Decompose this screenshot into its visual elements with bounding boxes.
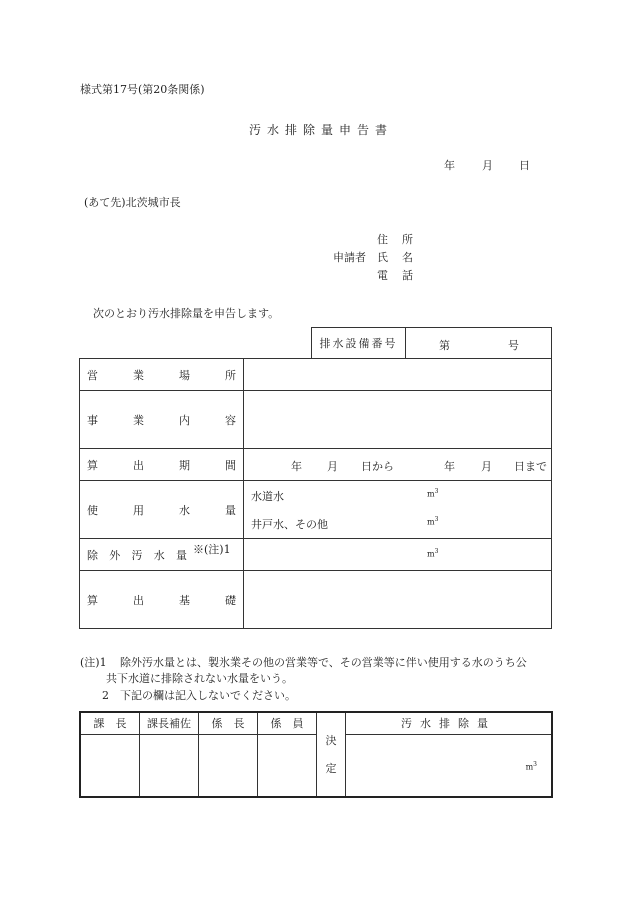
date-day: 日: [519, 159, 530, 172]
note-2: 2 下記の欄は記入しないでください。: [102, 689, 296, 702]
period-label: 算 出 期 間: [87, 458, 236, 472]
table-row: [80, 734, 552, 797]
table-row: [80, 539, 552, 571]
drain-number-prefix: 第: [439, 339, 450, 352]
period-to-day: 日まで: [514, 460, 547, 473]
well-other-unit: $m^3$: [427, 516, 439, 527]
note-1-line-2: 共下水道に排除されない水量をいう。: [106, 672, 293, 685]
office-stamp-chief[interactable]: [80, 734, 140, 797]
drain-number-label: 排水設備番号: [312, 328, 406, 359]
usage-value[interactable]: [244, 481, 552, 539]
office-stamp-deputy[interactable]: [140, 734, 199, 797]
place-value[interactable]: [244, 359, 552, 391]
period-from-day: 日から: [361, 460, 394, 473]
table-row: [80, 481, 552, 539]
office-stamp-staff[interactable]: [258, 734, 317, 797]
table-row: [80, 571, 552, 629]
excluded-note-ref: ※(注)1: [193, 543, 231, 556]
drain-number-table: [311, 327, 552, 359]
applicant-address-label: 住所: [377, 233, 427, 246]
period-from-year: 年: [291, 460, 302, 473]
excluded-unit: $m^3$: [427, 548, 439, 559]
applicant-name-label: 氏名: [377, 251, 427, 264]
basis-label: 算 出 基 礎: [87, 593, 236, 607]
office-stamp-section-chief[interactable]: [199, 734, 258, 797]
business-value[interactable]: [244, 391, 552, 449]
date-year: 年: [444, 159, 455, 172]
intro-text: 次のとおり汚水排除量を申告します。: [93, 307, 280, 320]
office-header-deputy: 課長補佐: [140, 712, 199, 734]
water-supply-label: 水道水: [251, 490, 284, 503]
well-other-label: 井戸水、その他: [251, 518, 328, 531]
office-amount-value[interactable]: [346, 734, 553, 797]
place-label: 営 業 場 所: [87, 368, 236, 382]
usage-label: 使 用 水 量: [87, 503, 236, 517]
period-to-year: 年: [444, 460, 455, 473]
office-amount-unit: $m^3$: [525, 760, 537, 772]
basis-value[interactable]: [244, 571, 552, 629]
applicant-label: 申請者: [333, 251, 366, 264]
main-table: [79, 358, 552, 629]
page-title: 汚水排除量申告書: [249, 123, 394, 137]
date-month: 月: [482, 159, 493, 172]
business-label: 事 業 内 容: [87, 413, 236, 427]
office-amount-label: 汚水排除量: [346, 712, 553, 734]
office-header-chief: 課 長: [80, 712, 140, 734]
period-to-month: 月: [481, 460, 492, 473]
table-row: [80, 449, 552, 481]
drain-number-suffix: 号: [508, 339, 519, 352]
addressee: (あて先)北茨城市長: [84, 196, 181, 209]
table-row: [80, 391, 552, 449]
form-number: 様式第17号(第20条関係): [80, 83, 205, 96]
drain-number-value[interactable]: [406, 328, 552, 359]
water-supply-unit: $m^3$: [427, 488, 439, 499]
table-row: [80, 359, 552, 391]
period-value[interactable]: [244, 449, 552, 481]
table-row: [80, 712, 552, 734]
note-1-label: (注)1: [80, 656, 107, 669]
office-header-section-chief: 係 長: [199, 712, 258, 734]
period-from-month: 月: [327, 460, 338, 473]
office-header-staff: 係 員: [258, 712, 317, 734]
excluded-label: 除 外 汚 水 量: [87, 548, 187, 562]
office-use-table: [79, 711, 553, 798]
office-decision: 決 定: [317, 712, 346, 797]
excluded-value[interactable]: [244, 539, 552, 571]
applicant-phone-label: 電話: [377, 269, 427, 282]
note-1-line-1: 除外汚水量とは、製氷業その他の営業等で、その営業等に伴い使用する水のうち公: [120, 656, 527, 669]
